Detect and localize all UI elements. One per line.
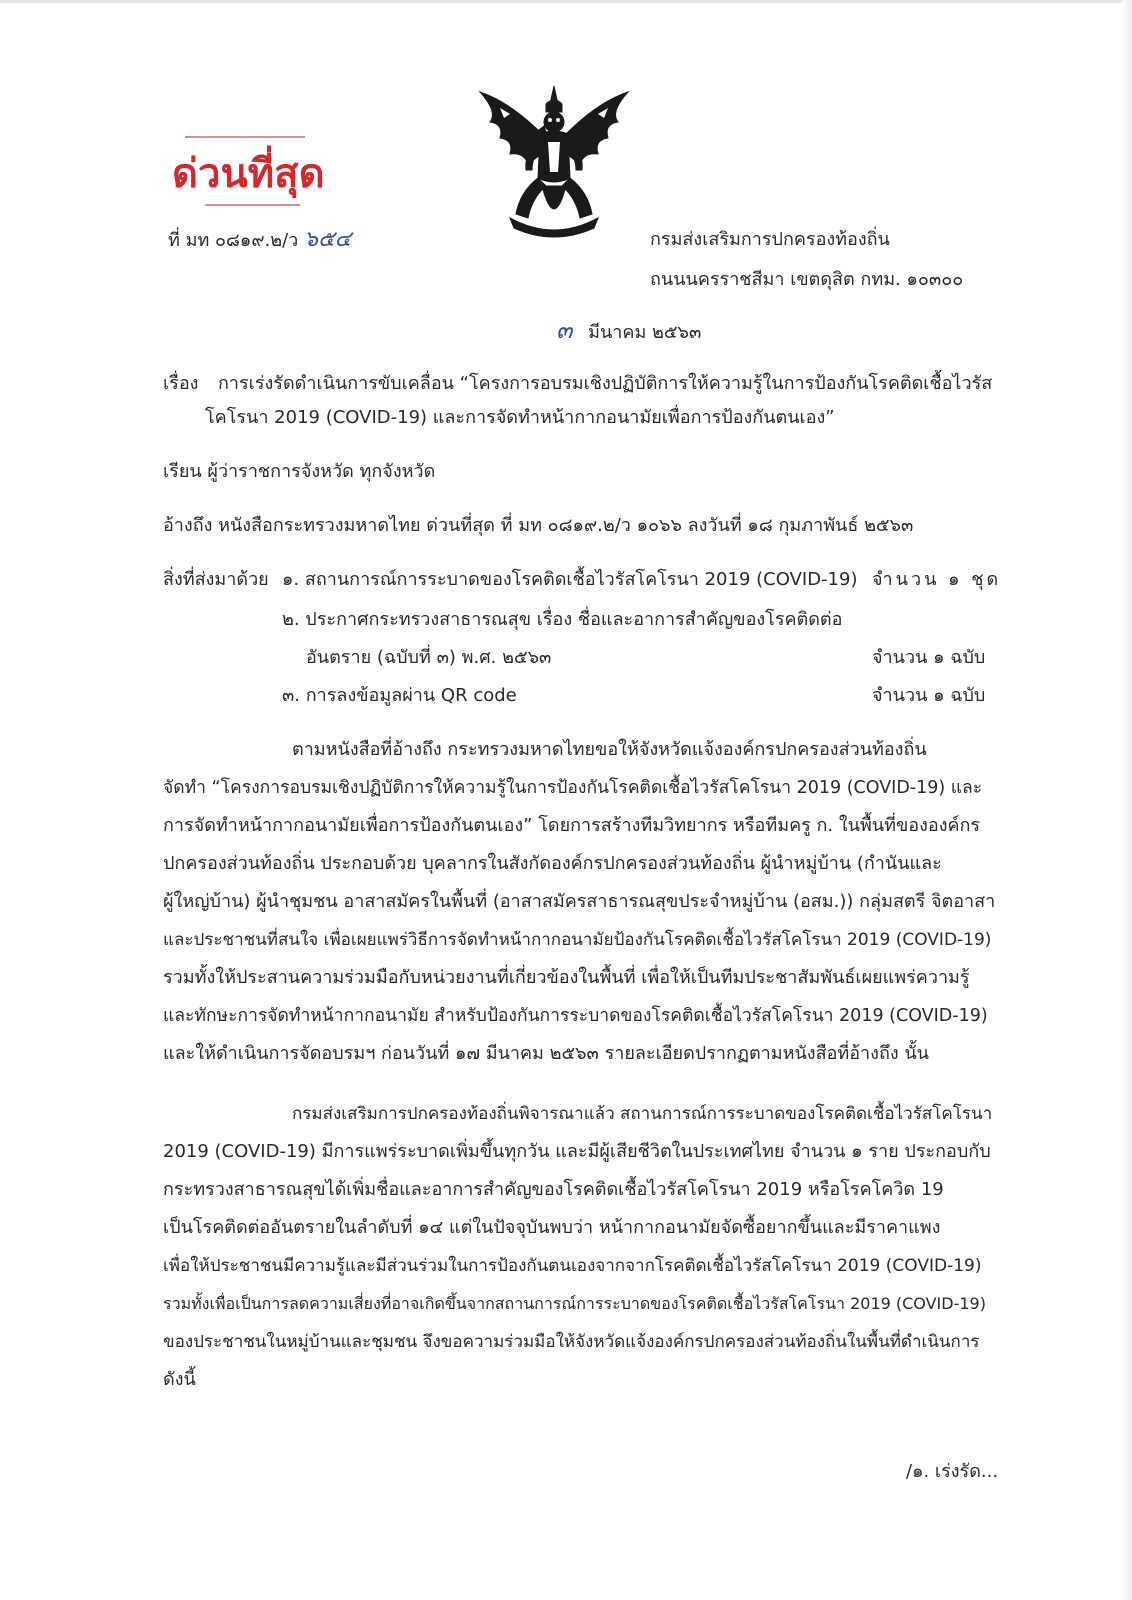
para2-line: ดังนี้ <box>163 1369 196 1390</box>
para2-line: เพื่อให้ประชาชนมีความรู้และมีส่วนร่วมในการป้องกันตนเองจากจากโรคติดเชื้อไวรัสโคโรนา 2019 (COVID-19) <box>163 1256 982 1276</box>
para2-line: 2019 (COVID-19) มีการแพร่ระบาดเพิ่มขึ้นทุกวัน และมีผู้เสียชีวิตในประเทศไทย จำนวน ๑ ราย ประกอบกับ <box>163 1141 991 1162</box>
para1-line: ผู้ใหญ่บ้าน) ผู้นำชุมชน อาสาสมัครในพื้นที่ (อาสาสมัครสาธารณสุขประจำหมู่บ้าน (อสม.)) กลุ่มสตรี จิตอาสา <box>163 891 996 912</box>
document-date <box>556 318 701 345</box>
para1-line: และให้ดำเนินการจัดอบรมฯ ก่อนวันที่ ๑๗ มีนาคม ๒๕๖๓ รายละเอียดปรากฏตามหนังสือที่อ้างถึง นั้น <box>163 1043 929 1064</box>
para2-line: เป็นโรคติดต่ออันตรายในลำดับที่ ๑๔ แต่ในปัจจุบันพบว่า หน้ากากอนามัยจัดซื้อยากขึ้นและมีราคาแพง <box>163 1217 941 1238</box>
scan-edge-top <box>0 0 1132 3</box>
para1-line: และทักษะการจัดทำหน้ากากอนามัย สำหรับป้องกันการระบาดของโรคติดเชื้อไวรัสโคโรนา 2019 (COVID-19) <box>163 1006 988 1026</box>
para2-line: ของประชาชนในหมู่บ้านและชุมชน จึงขอความร่วมมือให้จังหวัดแจ้งองค์กรปกครองส่วนท้องถิ่นในพื้นที่ดำเนินการ <box>163 1332 980 1352</box>
enclosure-item-3-qty: จำนวน ๑ ฉบับ <box>872 685 986 706</box>
garuda-emblem <box>470 82 638 242</box>
reference-number <box>168 228 351 253</box>
reference-line: อ้างถึง หนังสือกระทรวงมหาดไทย ด่วนที่สุด ที่ มท ๐๘๑๙.๒/ว ๑๐๖๖ ลงวันที่ ๑๘ กุมภาพันธ์ ๒๕๖๓ <box>163 515 914 536</box>
ref-number-handwritten: ๖๕๔ <box>304 227 352 252</box>
subject-line-1: การเร่งรัดดำเนินการขับเคลื่อน “โครงการอบรมเชิงปฏิบัติการให้ความรู้ในการป้องกันโรคติดเชื้อไวรัส <box>218 373 993 394</box>
urgent-rule-bottom <box>205 204 300 206</box>
continuation-marker: /๑. เร่งรัด... <box>906 1461 999 1482</box>
agency-name: กรมส่งเสริมการปกครองท้องถิ่น <box>650 229 890 250</box>
date-month-year: มีนาคม ๒๕๖๓ <box>588 322 702 343</box>
enclosure-item-2: ๒. ประกาศกระทรวงสาธารณสุข เรื่อง ชื่อและอาการสำคัญของโรคติดต่อ <box>282 609 843 630</box>
para2-line: รวมทั้งเพื่อเป็นการลดความเสี่ยงที่อาจเกิดขึ้นจากสถานการณ์การระบาดของโรคติดเชื้อไวรัสโคโรนา 2019 (COVID-19) <box>163 1294 986 1313</box>
para2-line: กรมส่งเสริมการปกครองท้องถิ่นพิจารณาแล้ว สถานการณ์การระบาดของโรคติดเชื้อไวรัสโคโรนา <box>292 1104 993 1124</box>
para1-line: ปกครองส่วนท้องถิ่น ประกอบด้วย บุคลากรในสังกัดองค์กรปกครองส่วนท้องถิ่น ผู้นำหมู่บ้าน (กำนันและ <box>163 853 942 874</box>
ref-prefix: ที่ มท ๐๘๑๙.๒/ว <box>168 230 299 251</box>
subject-label: เรื่อง <box>163 373 199 394</box>
subject-line-2: โคโรนา 2019 (COVID-19) และการจัดทำหน้ากากอนามัยเพื่อการป้องกันตนเอง” <box>205 407 835 428</box>
enclosure-item-1-qty: จำนวน ๑ ชุด <box>872 569 1002 590</box>
enclosure-item-3: ๓. การลงข้อมูลผ่าน QR code <box>282 685 517 706</box>
scan-edge-right <box>1122 0 1132 1600</box>
urgency-stamp: ด่วนที่สุด <box>172 151 325 197</box>
enclosure-item-1: ๑. สถานการณ์การระบาดของโรคติดเชื้อไวรัสโคโรนา 2019 (COVID-19) <box>282 569 858 590</box>
salutation: เรียน ผู้ว่าราชการจังหวัด ทุกจังหวัด <box>163 461 436 482</box>
date-day-handwritten: ๓ <box>556 316 573 344</box>
para1-line: ตามหนังสือที่อ้างถึง กระทรวงมหาดไทยขอให้จังหวัดแจ้งองค์กรปกครองส่วนท้องถิ่น <box>292 739 927 760</box>
enclosure-item-2-qty: จำนวน ๑ ฉบับ <box>872 647 986 668</box>
enclosures-label: สิ่งที่ส่งมาด้วย <box>163 569 269 590</box>
urgent-rule-top <box>185 136 305 138</box>
para1-line: และประชาชนที่สนใจ เพื่อเผยแพร่วิธีการจัดทำหน้ากากอนามัยป้องกันโรคติดเชื้อไวรัสโคโรนา 2019 (COVID-19) <box>163 930 992 950</box>
para1-line: การจัดทำหน้ากากอนามัยเพื่อการป้องกันตนเอง” โดยการสร้างทีมวิทยากร หรือทีมครู ก. ในพื้นที่ขององค์กร <box>163 815 981 836</box>
enclosure-item-2-cont: อันตราย (ฉบับที่ ๓) พ.ศ. ๒๕๖๓ <box>306 647 552 668</box>
para2-line: กระทรวงสาธารณสุขได้เพิ่มชื่อและอาการสำคัญของโรคติดเชื้อไวรัสโคโรนา 2019 หรือโรคโควิด 19 <box>163 1179 944 1200</box>
para1-line: รวมทั้งให้ประสานความร่วมมือกับหน่วยงานที่เกี่ยวข้องในพื้นที่ เพื่อให้เป็นทีมประชาสัมพันธ์เผยแพร่ความรู้ <box>163 967 970 988</box>
agency-address: ถนนนครราชสีมา เขตดุสิต กทม. ๑๐๓๐๐ <box>650 269 964 290</box>
para1-line: จัดทำ “โครงการอบรมเชิงปฏิบัติการให้ความรู้ในการป้องกันโรคติดเชื้อไวรัสโคโรนา 2019 (COVID-19) และ <box>163 778 983 798</box>
